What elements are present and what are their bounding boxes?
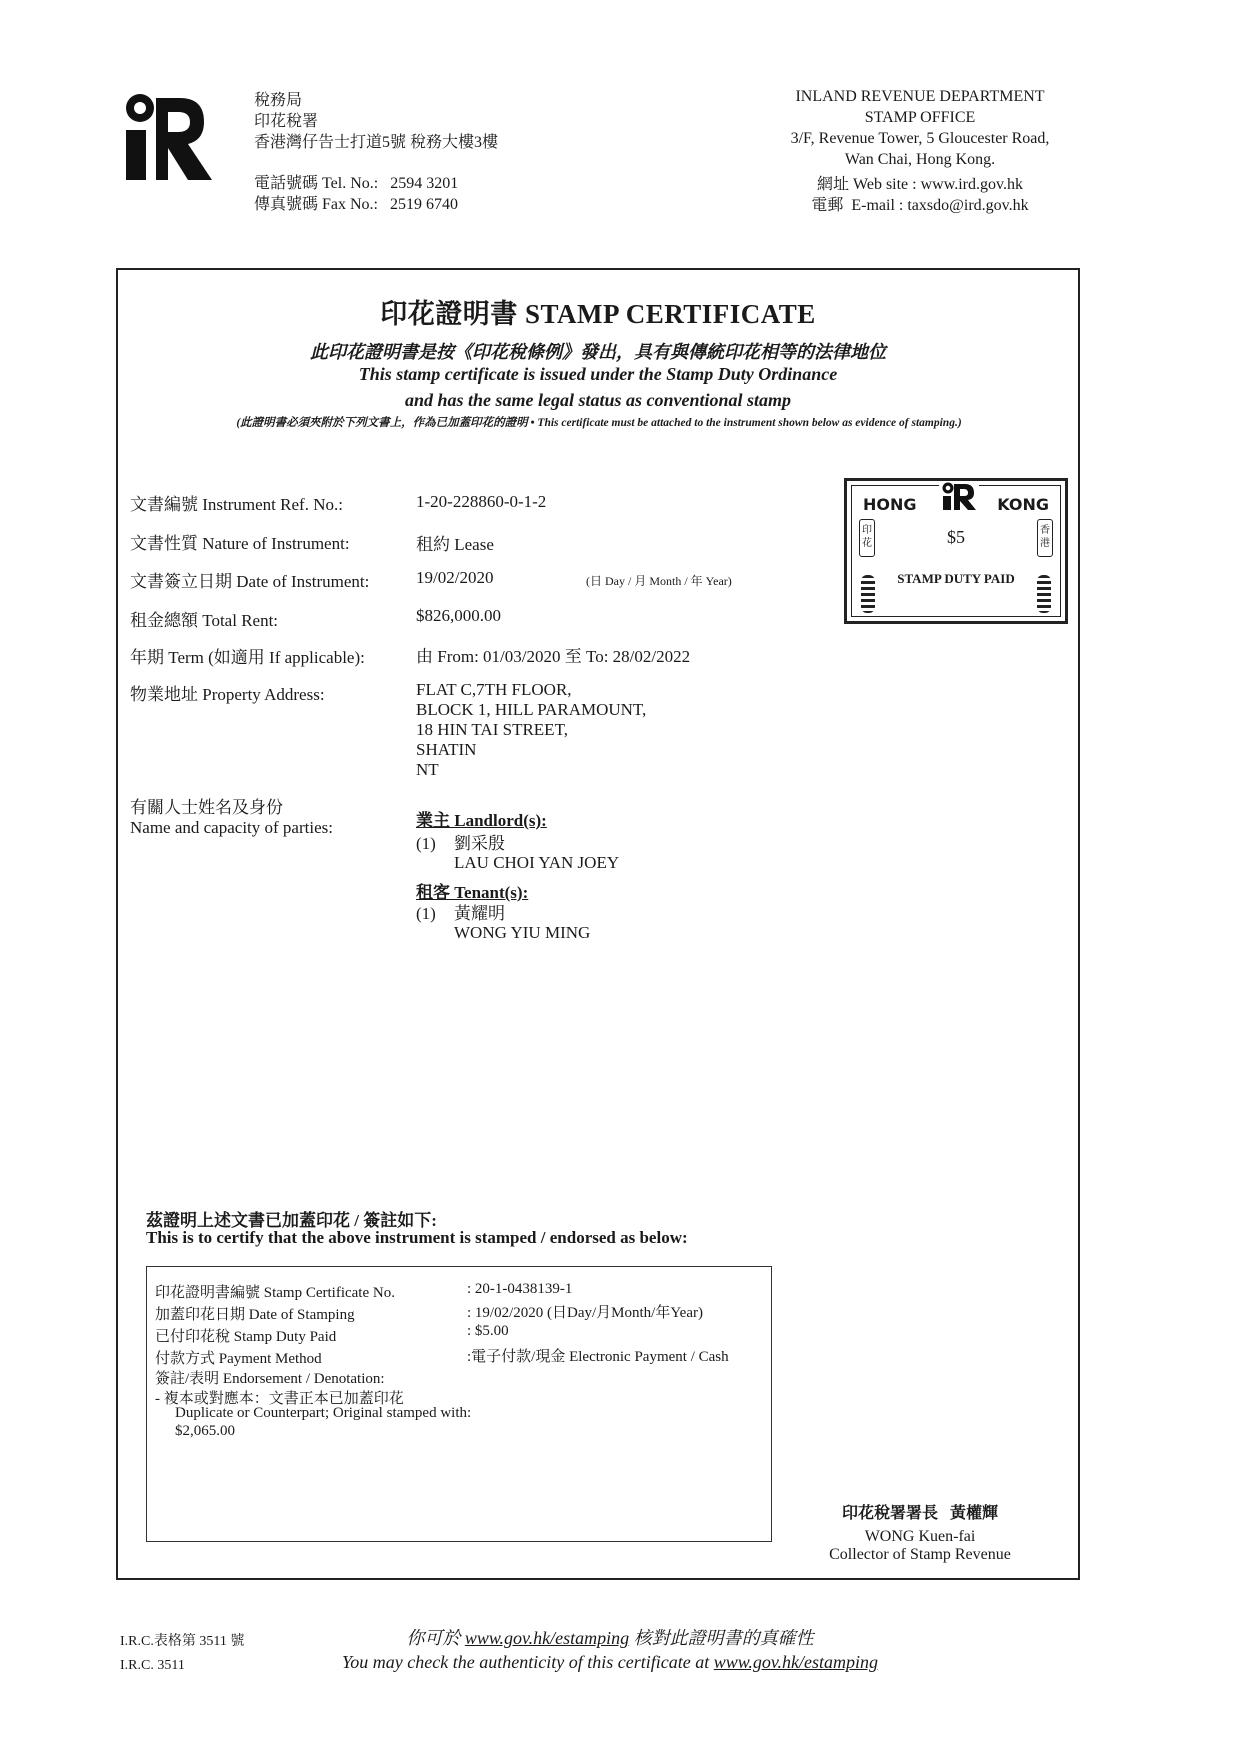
stamp-amount: $5 bbox=[947, 527, 965, 547]
term-label: 年期 Term (如適用 If applicable): bbox=[130, 648, 365, 667]
header-contact-en bbox=[760, 86, 1080, 216]
collector-title-zh: 印花稅署署長 黃權輝 bbox=[841, 1505, 998, 1522]
check-zh-pre: 你可於 bbox=[406, 1628, 465, 1648]
cert-no-value: : 20-1-0438139-1 bbox=[467, 1281, 573, 1297]
tenant-number: (1) bbox=[416, 904, 436, 923]
office-name-zh: 印花稅署 bbox=[254, 113, 319, 130]
endorsement-line-1: - 複本或對應本：文書正本已加蓋印花 bbox=[155, 1391, 404, 1407]
collector-name: WONG Kuen-fai bbox=[864, 1528, 976, 1545]
dept-name-en: INLAND REVENUE DEPARTMENT bbox=[795, 88, 1045, 105]
date-format-hint: (日 Day / 月 Month / 年 Year) bbox=[586, 574, 732, 588]
landlord-name-zh: 劉采殷 bbox=[454, 834, 505, 853]
office-name-en: STAMP OFFICE bbox=[864, 109, 976, 126]
parties-label bbox=[130, 798, 333, 838]
address-en-line1: 3/F, Revenue Tower, 5 Gloucester Road, bbox=[790, 130, 1050, 147]
nature-label: 文書性質 Nature of Instrument: bbox=[130, 534, 350, 553]
stamp-kong: KONG bbox=[997, 495, 1049, 514]
payment-method-value: :電子付款/現金 Electronic Payment / Cash bbox=[467, 1349, 729, 1365]
dept-name-zh: 稅務局 bbox=[254, 92, 303, 109]
date-value: 19/02/2020 bbox=[416, 568, 494, 587]
header-contact-zh bbox=[254, 90, 498, 215]
property-address bbox=[416, 680, 646, 780]
endorsement-label: 簽註/表明 Endorsement / Denotation: bbox=[155, 1371, 385, 1387]
ref-value: 1-20-228860-0-1-2 bbox=[416, 492, 547, 511]
stamp-side-left: 印花 bbox=[859, 519, 875, 557]
landlord-name-en: LAU CHOI YAN JOEY bbox=[454, 853, 620, 872]
email: 電郵 E-mail : taxsdo@ird.gov.hk bbox=[811, 197, 1029, 214]
tenant-heading: 租客 Tenant(s): bbox=[416, 883, 529, 902]
stamp-hong: HONG bbox=[863, 495, 917, 514]
rent-label: 租金總額 Total Rent: bbox=[130, 611, 279, 630]
telephone: 電話號碼 Tel. No.: 2594 3201 bbox=[254, 175, 459, 192]
stamp-coil-left-icon bbox=[861, 575, 875, 613]
tenant-name-zh: 黃耀明 bbox=[454, 904, 505, 923]
address-en-line2: Wan Chai, Hong Kong. bbox=[844, 151, 996, 168]
landlord-heading: 業主 Landlord(s): bbox=[416, 811, 547, 830]
duty-paid-value: : $5.00 bbox=[467, 1323, 509, 1339]
address-line: NT bbox=[416, 760, 439, 779]
stamp-ird-logo-icon bbox=[939, 481, 979, 511]
attachment-note: (此證明書必須夾附於下列文書上，作為已加蓋印花的證明 • This certificate must be attached to the instrument shown below as evidence of stamping.) bbox=[236, 417, 962, 429]
duty-paid-label: 已付印花稅 Stamp Duty Paid bbox=[155, 1329, 337, 1345]
endorsement-line-2: Duplicate or Counterpart; Original stamped with: bbox=[175, 1405, 472, 1421]
tenant-name-en: WONG YIU MING bbox=[454, 923, 591, 942]
address-line: 18 HIN TAI STREET, bbox=[416, 720, 568, 739]
check-en-pre: You may check the authenticity of this certificate at bbox=[341, 1652, 714, 1672]
stamping-details-box bbox=[146, 1266, 772, 1542]
landlord-number: (1) bbox=[416, 834, 436, 853]
address-line: BLOCK 1, HILL PARAMOUNT, bbox=[416, 700, 647, 719]
collector-title-en: Collector of Stamp Revenue bbox=[829, 1546, 1011, 1563]
subtitle-en-1: This stamp certificate is issued under the Stamp Duty Ordinance bbox=[358, 364, 838, 384]
ref-label: 文書編號 Instrument Ref. No.: bbox=[130, 495, 343, 514]
estamping-link-zh[interactable]: www.gov.hk/estamping bbox=[464, 1628, 630, 1648]
tenant-entry bbox=[416, 904, 590, 942]
nature-value: 租約 Lease bbox=[416, 535, 494, 554]
certificate-title: 印花證明書 STAMP CERTIFICATE bbox=[380, 299, 816, 329]
payment-method-label: 付款方式 Payment Method bbox=[155, 1351, 322, 1367]
form-number-en: I.R.C. 3511 bbox=[120, 1658, 185, 1673]
term-value: 由 From: 01/03/2020 至 To: 28/02/2022 bbox=[416, 647, 691, 666]
stamp-side-right: 香港 bbox=[1037, 519, 1053, 557]
authenticity-note-zh bbox=[260, 1624, 960, 1650]
certify-heading-zh: 茲證明上述文書已加蓋印花 / 簽註如下: bbox=[146, 1211, 437, 1230]
form-number bbox=[120, 1630, 244, 1678]
estamping-link-en[interactable]: www.gov.hk/estamping bbox=[713, 1652, 879, 1672]
parties-label-zh: 有關人士姓名及身份 bbox=[130, 798, 283, 817]
check-zh-post: 核對此證明書的真確性 bbox=[629, 1628, 814, 1648]
stamping-date-label: 加蓋印花日期 Date of Stamping bbox=[155, 1307, 355, 1323]
date-label: 文書簽立日期 Date of Instrument: bbox=[130, 572, 370, 591]
rent-value: $826,000.00 bbox=[416, 606, 501, 625]
certify-heading-en: This is to certify that the above instrument is stamped / endorsed as below: bbox=[146, 1228, 688, 1247]
office-address-zh: 香港灣仔告士打道5號 稅務大樓3樓 bbox=[254, 134, 499, 151]
address-line: FLAT C,7TH FLOOR, bbox=[416, 680, 572, 699]
stamping-date-value: : 19/02/2020 (日Day/月Month/年Year) bbox=[467, 1305, 703, 1321]
cert-no-label: 印花證明書編號 Stamp Certificate No. bbox=[155, 1285, 395, 1301]
stamp-coil-right-icon bbox=[1037, 575, 1051, 613]
parties-label-en: Name and capacity of parties: bbox=[130, 818, 333, 837]
subtitle-en-2: and has the same legal status as conventional stamp bbox=[404, 390, 792, 410]
address-label: 物業地址 Property Address: bbox=[130, 685, 325, 704]
ird-logo bbox=[118, 90, 218, 182]
endorsement-line-3: $2,065.00 bbox=[175, 1423, 235, 1439]
stamp-duty-paid-label: STAMP DUTY PAID bbox=[897, 571, 1015, 586]
address-line: SHATIN bbox=[416, 740, 477, 759]
stamp-duty-paid-stamp bbox=[844, 478, 1068, 624]
authenticity-note-en bbox=[260, 1652, 960, 1673]
landlord-entry bbox=[416, 834, 619, 872]
fax: 傳真號碼 Fax No.: 2519 6740 bbox=[254, 196, 459, 213]
subtitle-zh: 此印花證明書是按《印花稅條例》發出，具有與傳統印花相等的法律地位 bbox=[310, 342, 886, 362]
form-number-zh: I.R.C.表格第 3511 號 bbox=[120, 1634, 245, 1649]
website: 網址 Web site : www.ird.gov.hk bbox=[817, 176, 1023, 193]
